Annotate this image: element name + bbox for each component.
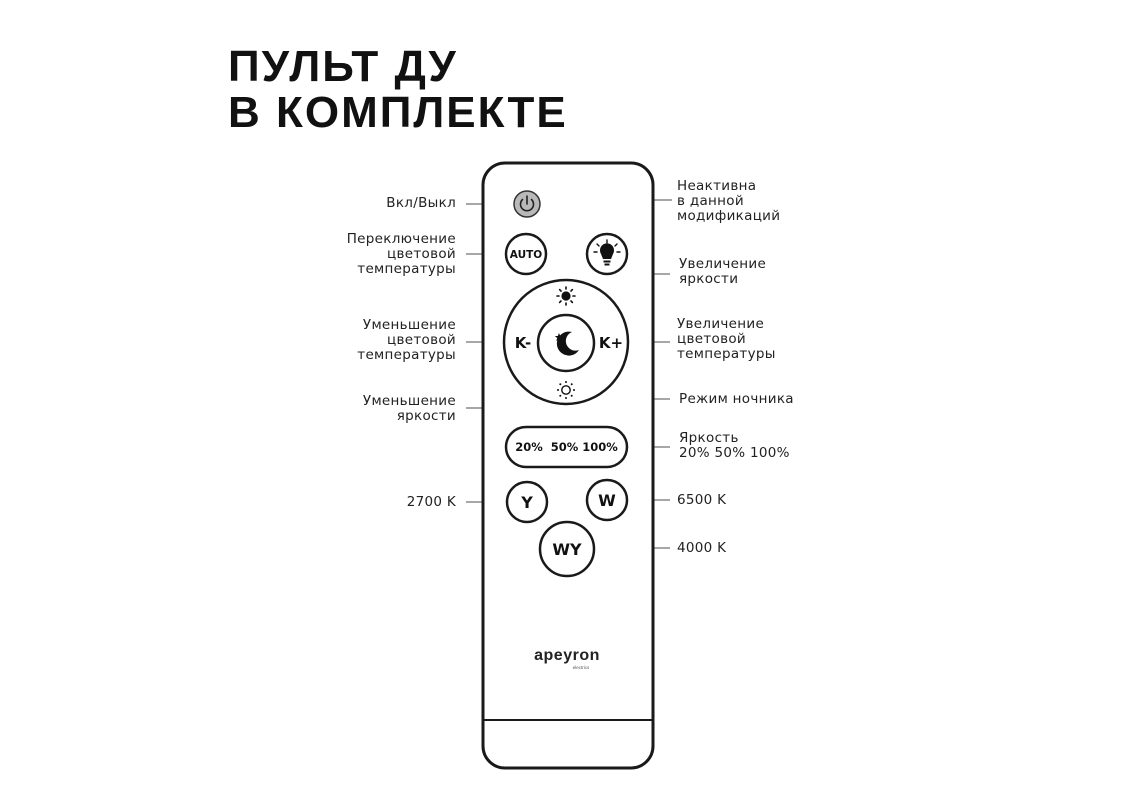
k-minus-label: K- — [514, 334, 532, 352]
label-2700k: 2700 K — [406, 494, 456, 510]
label-color-temp-down: Уменьшение цветовой температуры — [357, 317, 456, 363]
brightness-up-button[interactable] — [548, 283, 584, 309]
bulb-button[interactable] — [587, 234, 627, 274]
brand-sub: electrics — [572, 665, 590, 670]
auto-button-label: AUTO — [509, 249, 543, 261]
label-night-mode: Режим ночника — [679, 391, 794, 407]
label-6500k: 6500 K — [677, 492, 727, 508]
y-button[interactable] — [507, 482, 547, 522]
brand-name: apeyron — [534, 647, 600, 664]
night-mode-button[interactable] — [538, 315, 594, 371]
label-inactive: Неактивна в данной модификаций — [677, 178, 781, 224]
sun-bright-icon — [557, 287, 575, 305]
brightness-down-button[interactable] — [548, 378, 584, 404]
label-power: Вкл/Выкл — [386, 195, 456, 211]
label-brightness-down: Уменьшение яркости — [362, 393, 456, 424]
label-color-temp-switch: Переключение цветовой температуры — [346, 231, 456, 277]
brightness-levels-button[interactable] — [506, 427, 627, 467]
power-button[interactable] — [514, 191, 540, 217]
w-button[interactable] — [587, 480, 627, 520]
brightness-levels-label: 20% 50% 100% — [515, 440, 618, 454]
title-line-2: В КОМПЛЕКТЕ — [228, 88, 568, 137]
label-brightness-levels: Яркость 20% 50% 100% — [679, 430, 790, 461]
k-plus-label: K+ — [598, 334, 624, 352]
w-button-label: W — [598, 491, 616, 510]
k-minus-button[interactable] — [515, 334, 532, 352]
wy-button-label: WY — [552, 540, 582, 559]
label-color-temp-up: Увеличение цветовой температуры — [677, 316, 776, 362]
wy-button[interactable] — [540, 522, 594, 576]
auto-button[interactable] — [506, 234, 546, 274]
label-brightness-up: Увеличение яркости — [679, 256, 767, 287]
label-4000k: 4000 K — [677, 540, 727, 556]
title-line-1: ПУЛЬТ ДУ — [228, 42, 458, 91]
y-button-label: Y — [521, 493, 533, 512]
k-plus-button[interactable] — [599, 334, 623, 352]
